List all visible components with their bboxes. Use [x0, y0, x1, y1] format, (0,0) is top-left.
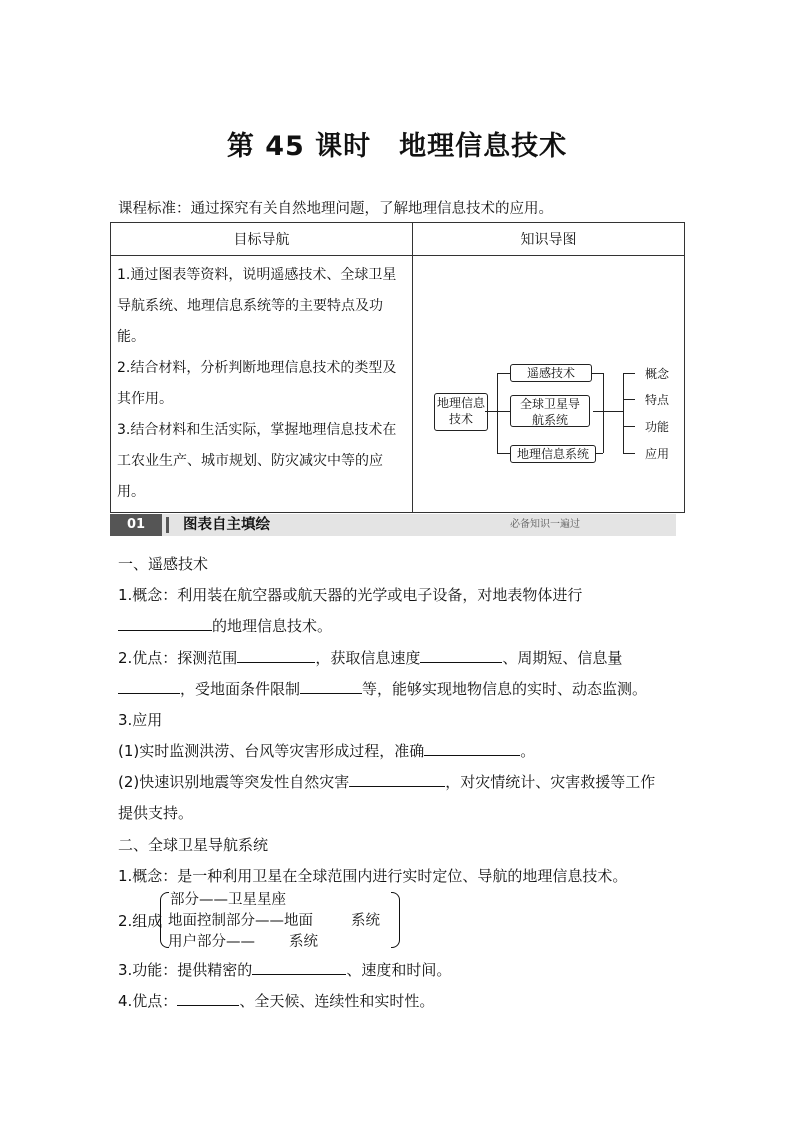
- blank-field[interactable]: [177, 991, 239, 1006]
- composition-user: 用户部分—— 系统: [168, 934, 318, 950]
- blank-field[interactable]: [237, 648, 315, 663]
- rs-concept: 1.概念：利用装在航空器或航天器的光学或电子设备，对地表物体进行: [118, 586, 583, 604]
- goal-map-table: [110, 222, 685, 513]
- composition-ground: 地面控制部分——地面 系统: [168, 913, 380, 929]
- goal-list: [111, 256, 413, 513]
- rs-app-1: (1)实时监测洪涝、台风等灾害形成过程，准确 。: [118, 742, 536, 760]
- map-aspect: 概念: [645, 367, 670, 381]
- map-header: 知识导图: [413, 223, 685, 256]
- section-bar: [110, 514, 676, 536]
- knowledge-map: [413, 256, 685, 513]
- map-branch-rs: 遥感技术: [510, 364, 592, 382]
- map-aspect: 特点: [645, 393, 670, 407]
- rs-advantage-cont: ，受地面条件限制 等，能够实现地物信息的实时、动态监测。: [118, 678, 647, 699]
- map-aspect: 应用: [645, 447, 670, 461]
- page-title: 第 45 课时 地理信息技术: [226, 131, 568, 162]
- rs-application: 3.应用: [118, 711, 163, 729]
- blank-field[interactable]: [424, 741, 520, 756]
- map-root: 地理信息技术: [434, 393, 488, 431]
- map-branch-gis: 地理信息系统: [510, 445, 596, 463]
- composition-space: 部分——卫星星座: [170, 892, 286, 908]
- section-heading: 图表自主填绘: [183, 517, 270, 533]
- gnss-concept: 1.概念：是一种利用卫星在全球范围内进行实时定位、导航的地理信息技术。: [118, 867, 628, 885]
- gnss-function: 3.功能：提供精密的 、速度和时间。: [118, 961, 452, 979]
- heading-rs: 一、遥感技术: [118, 555, 209, 573]
- blank-field[interactable]: [349, 772, 445, 787]
- section-tag: 必备知识一遍过: [510, 519, 580, 530]
- heading-gnss: 二、全球卫星导航系统: [118, 836, 269, 854]
- map-aspect: 功能: [645, 420, 670, 434]
- blank-field[interactable]: [252, 960, 346, 975]
- section-number: 01: [110, 514, 162, 536]
- blank-field[interactable]: [118, 679, 180, 694]
- rs-concept-cont: 的地理信息技术。: [118, 615, 332, 636]
- rs-advantage: 2.优点：探测范围 ，获取信息速度 、周期短、信息量: [118, 649, 623, 667]
- goal-item: 1.通过图表等资料，说明遥感技术、全球卫星导航系统、地理信息系统等的主要特点及功能。: [117, 267, 397, 345]
- blank-field[interactable]: [300, 679, 362, 694]
- blank-field[interactable]: [420, 648, 502, 663]
- goal-item: 3.结合材料和生活实际，掌握地理信息技术在工农业生产、城市规划、防灾减灾中等的应用。: [117, 422, 397, 500]
- rs-app-2-cont: 提供支持。: [118, 804, 194, 822]
- right-brace: [391, 892, 400, 948]
- blank-field[interactable]: [118, 616, 212, 631]
- rs-app-2: (2)快速识别地震等突发性自然灾害 ，对灾情统计、灾害救援等工作: [118, 773, 656, 791]
- gnss-advantage: 4.优点： 、全天候、连续性和实时性。: [118, 992, 435, 1010]
- gnss-composition-label: 2.组成: [118, 912, 163, 930]
- goal-header: 目标导航: [111, 223, 413, 256]
- goal-item: 2.结合材料，分析判断地理信息技术的类型及其作用。: [117, 360, 397, 407]
- map-branch-gnss: 全球卫星导航系统: [510, 395, 590, 427]
- course-standard: 课程标准：通过探究有关自然地理问题，了解地理信息技术的应用。: [118, 201, 553, 217]
